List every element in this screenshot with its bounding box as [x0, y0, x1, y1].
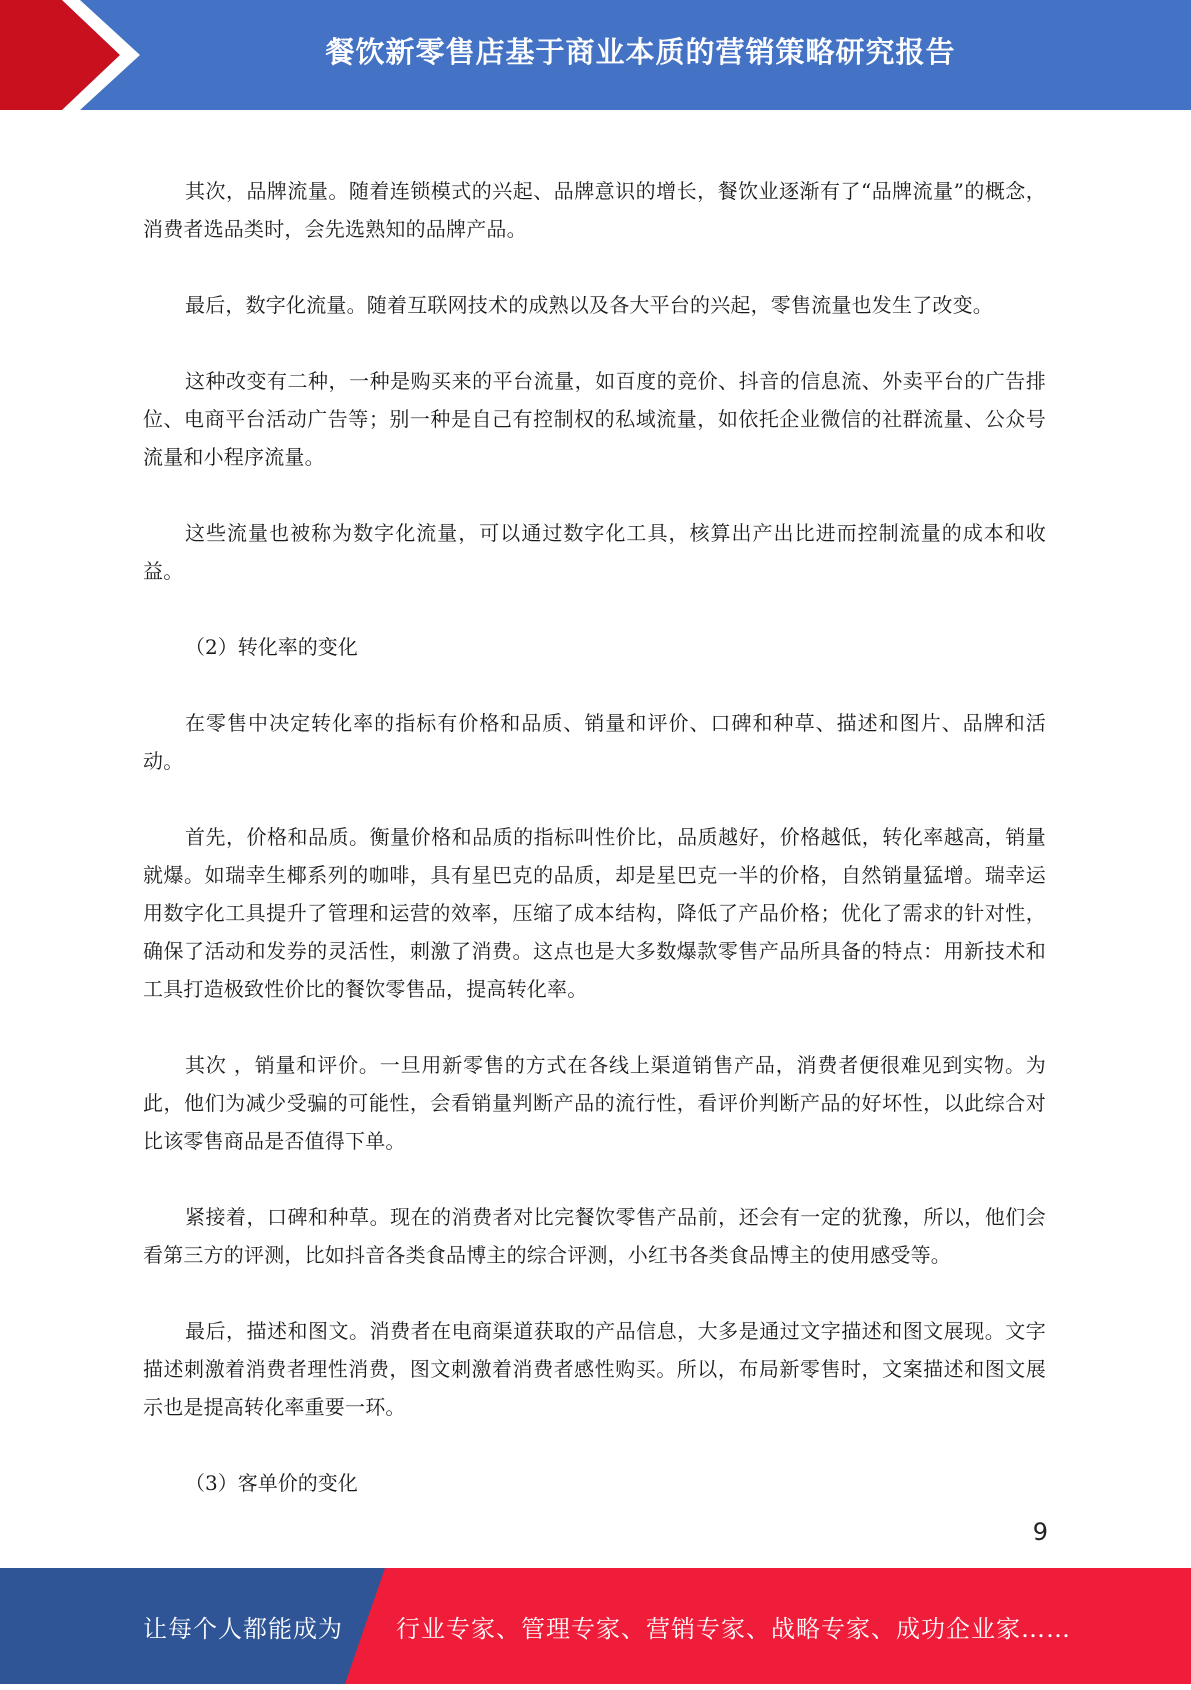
main-content	[143, 172, 1046, 1540]
footer-slogan-left: 让每个人都能成为	[143, 1615, 343, 1643]
paragraph-description-and-images: 最后，描述和图文。消费者在电商渠道获取的产品信息，大多是通过文字描述和图文展现。文字描述刺激着消费者理性消费，图文刺激着消费者感性购买。所以，布局新零售时，文案描述和图文展示也是提高转化率重要一环。	[143, 1319, 1046, 1419]
paragraph-sales-and-reviews: 其次 ，销量和评价。一旦用新零售的方式在各线上渠道销售产品，消费者便很难见到实物。为此，他们为减少受骗的可能性，会看销量判断产品的流行性，看评价判断产品的好坏性，以此综合对比该零售商品是否值得下单。	[143, 1053, 1046, 1153]
page-header	[0, 0, 1191, 110]
paragraph-word-of-mouth: 紧接着，口碑和种草。现在的消费者对比完餐饮零售产品前，还会有一定的犹豫，所以，他们会看第三方的评测，比如抖音各类食品博主的综合评测，小红书各类食品博主的使用感受等。	[143, 1205, 1046, 1267]
report-title: 餐饮新零售店基于商业本质的营销策略研究报告	[325, 35, 956, 69]
paragraph-two-kinds-of-change: 这种改变有二种，一种是购买来的平台流量，如百度的竞价、抖音的信息流、外卖平台的广告排位、电商平台活动广告等；别一种是自己有控制权的私域流量，如依托企业微信的社群流量、公众号流量和小程序流量。	[143, 369, 1046, 469]
paragraph-price-and-quality: 首先，价格和品质。衡量价格和品质的指标叫性价比，品质越好，价格越低，转化率越高，销量就爆。如瑞幸生椰系列的咖啡，具有星巴克的品质，却是星巴克一半的价格，自然销量猛增。瑞幸运用数字化工具提升了管理和运营的效率，压缩了成本结构，降低了产品价格；优化了需求的针对性，确保了活动和发券的灵活性，刺激了消费。这点也是大多数爆款零售产品所具备的特点：用新技术和工具打造极致性价比的餐饮零售品，提高转化率。	[143, 825, 1046, 1001]
paragraph-digital-traffic-cost: 这些流量也被称为数字化流量，可以通过数字化工具，核算出产出比进而控制流量的成本和收益。	[143, 521, 1046, 583]
chevron-arrow-icon	[0, 0, 150, 110]
page-footer	[0, 1568, 1191, 1684]
section-heading-average-order-value: （3）客单价的变化	[185, 1471, 358, 1495]
footer-slogan-right: 行业专家、管理专家、营销专家、战略专家、成功企业家……	[396, 1615, 1071, 1643]
paragraph-brand-traffic: 其次，品牌流量。随着连锁模式的兴起、品牌意识的增长，餐饮业逐渐有了“品牌流量”的概念，消费者选品类时，会先选熟知的品牌产品。	[143, 179, 1046, 241]
paragraph-digital-traffic: 最后，数字化流量。随着互联网技术的成熟以及各大平台的兴起，零售流量也发生了改变。	[185, 293, 993, 317]
page-number: 9	[1032, 1518, 1048, 1546]
section-heading-conversion-rate: （2）转化率的变化	[185, 635, 358, 659]
paragraph-conversion-indicators: 在零售中决定转化率的指标有价格和品质、销量和评价、口碑和种草、描述和图片、品牌和活动。	[143, 711, 1046, 773]
